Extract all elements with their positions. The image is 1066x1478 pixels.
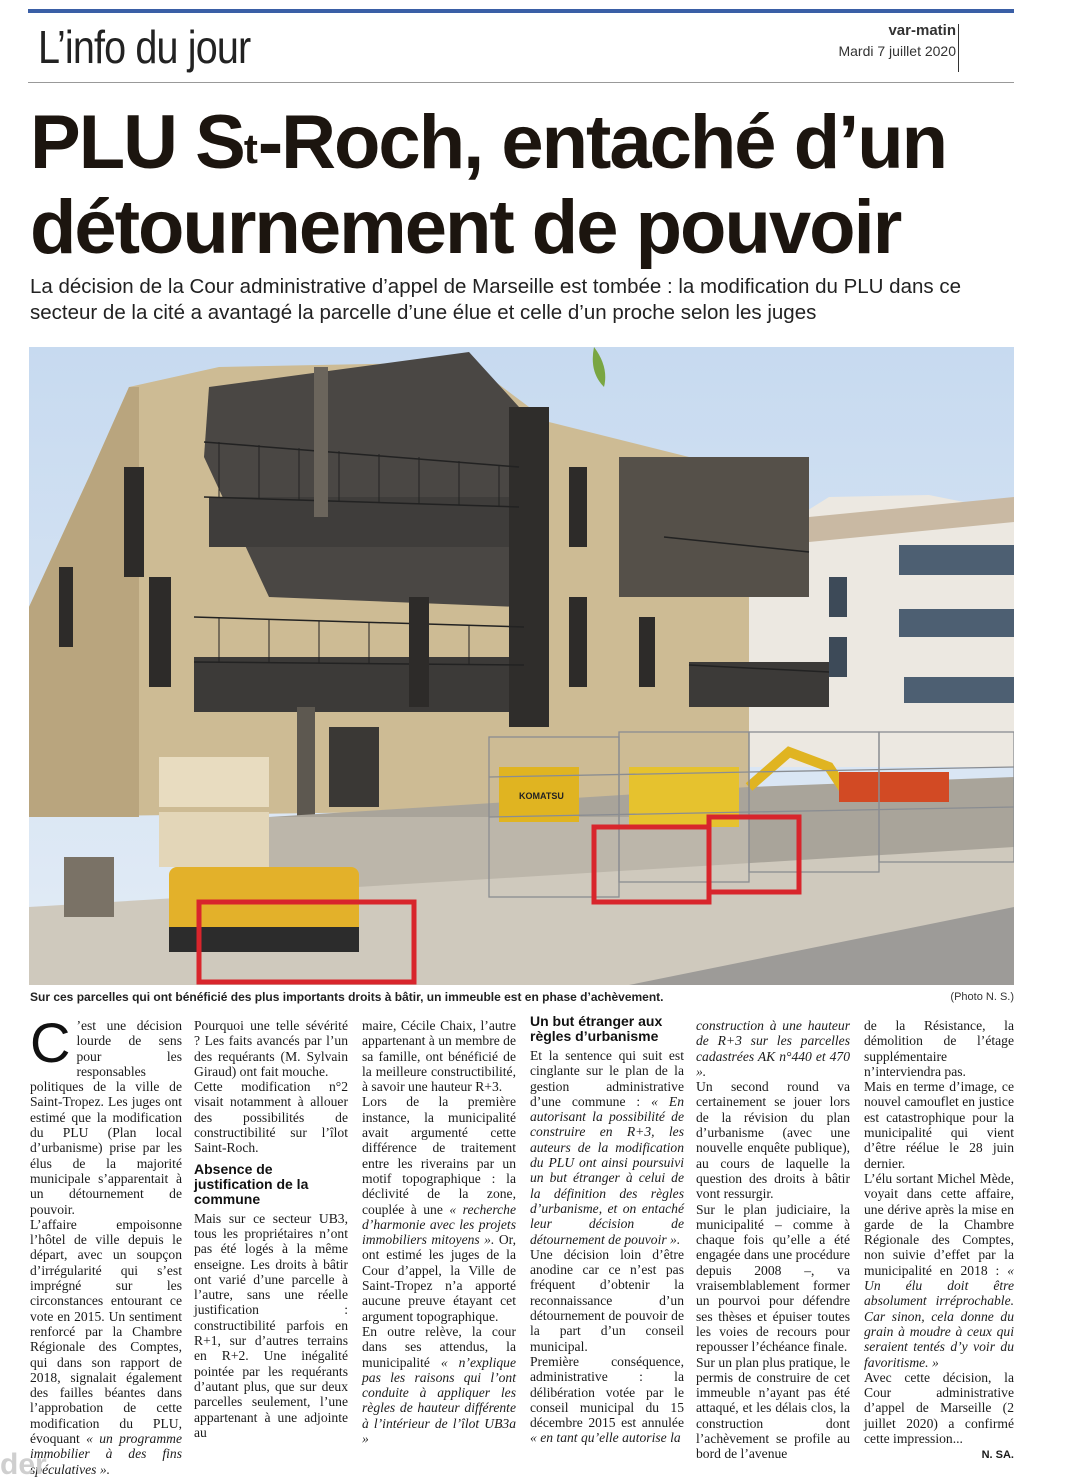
paragraph [530, 1354, 684, 1446]
paragraph [30, 1217, 182, 1477]
paragraph [30, 1011, 182, 1217]
paragraph-text: Or, ont estimé les juges de la Cour d’appel, la Ville de Saint-Tropez n’a apporté aucune preuve étayant cet argument topographique. [362, 1232, 517, 1324]
paragraph [864, 1171, 1014, 1370]
paragraph: Une décision loin d’être anodine car ce n’est pas fréquent d’obtenir la reconnaissance d’un détournement de pouvoir de la part d’un conseil municipal. [530, 1246, 684, 1354]
paragraph: Sur le plan judiciaire, la municipalité – comme à chaque fois qu’elle a été engagée dans une procédure depuis 2008 –, va vraisemblablement former un pourvoi pour défendre ses thèses et épuiser toutes les voies de recours pour repousser l’échéance finale. [696, 1201, 850, 1355]
paragraph: Un second round va certainement se jouer lors de la révision du plan d’urbanisme (avec une nouvelle enquête publique), au cours de laquelle la question des droits à bâtir vont ressurgir. [696, 1079, 850, 1202]
paragraph: maire, Cécile Chaix, l’autre appartenant à un membre de sa famille, ont bénéficié de la meilleure constructibilité, à savoir une hauteur R+3. [362, 1018, 516, 1095]
drop-cap: C [30, 1011, 71, 1074]
paragraph-text: ’est une décision lourde de sens pour les responsables politiques de la ville de Saint-Tropez. Les juges ont estimé que la modification du PLU (Plan local d’urbanisme) prise par les élus de la majorité municipale s’apparentait à un détournement de pouvoir. [30, 1018, 182, 1217]
paragraph-text: Lors de la première instance, la municipalité avait argumenté cette différence de traitement entre les riverains par un motif topographique : la déclivité de la zone, couplée à une [362, 1094, 516, 1217]
photo-caption: Sur ces parcelles qui ont bénéficié des plus importants droits à bâtir, un immeuble est en phase d’achèvement. [30, 990, 664, 1004]
quote-text: « En autorisant la possibilité de construire en R+3, les auteurs de la modification du PLU ont ainsi poursuivi un but étranger à celui de la définition des règles d’urbanisme, et on entaché leur décision de détournement de pouvoir ». [530, 1093, 684, 1247]
paragraph: Cette modification n°2 visait notamment à allouer des possibilités de constructibilité sur l’îlot Saint-Roch. [194, 1079, 348, 1156]
paragraph-text: L’élu sortant Michel Mède, voyait dans cette affaire, une dérive après la mise en garde de la Chambre Régionale des Comptes, non suivie d’effet par la municipalité en 2018 : [864, 1170, 1014, 1278]
article-column-1 [30, 1011, 182, 1477]
paragraph-text: Et la sentence qui suit est cinglante sur le plan de la gestion administrative d’une commune : [530, 1048, 684, 1109]
quote-text: « un programme immobilier à des fins spéculatives ». [30, 1431, 182, 1477]
issue-date: Mardi 7 juillet 2020 [838, 43, 956, 59]
paragraph: de la Résistance, la démolition de l’étage supplémentaire n’interviendra pas. [864, 1018, 1014, 1079]
headline-part1: PLU S [30, 100, 244, 185]
quote-text: construction à une hauteur de R+3 sur les parcelles cadastrées AK n°440 et 470 ». [696, 1018, 850, 1079]
article-column-2 [194, 1018, 348, 1440]
paragraph [362, 1324, 516, 1446]
article-column-5 [696, 1018, 850, 1462]
author-signature: N. SA. [981, 1449, 1014, 1462]
quote-text: « Un élu doit être absolument irréprochable. Car sinon, cela donne du grain à moudre à ceux qui seraient tentés d’y voir du favoritisme. » [864, 1262, 1014, 1370]
paragraph: Mais en terme d’image, ce nouvel camouflet en justice est catastrophique pour la municipalité qui vient d’être réélue le 28 juin dernier. [864, 1079, 1014, 1171]
paragraph: Mais sur ce secteur UB3, tous les propriétaires n’ont pas été logés à la même enseigne. Les droits à bâtir ont varié d’une parcelle à l’autre, sans une réelle justification : constructibilité parfois en R+1, sur d’autres terrains en R+2. Une inégalité pointée par les requérants d’autant plus, que sur deux parcelles seulement, l’une appartenant à une adjointe au [194, 1210, 348, 1440]
watermark: der [0, 1448, 47, 1478]
paragraph-text: Première conséquence, administrative : la délibération votée par le conseil municipal du 15 décembre 2015 est annulée [530, 1353, 684, 1431]
machine-label: KOMATSU [519, 791, 564, 801]
quote-text: « recherche d’harmonie avec les projets immobiliers mitoyens ». [362, 1201, 516, 1248]
subheading: Un but étranger aux règles d’urbanisme [530, 1013, 663, 1044]
construction-photo [29, 347, 1014, 985]
paragraph: Pourquoi une telle sévérité ? Les faits avancés par l’un des requérants (M. Sylvain Giraud) ont fait mouche. [194, 1018, 348, 1079]
paragraph [530, 1048, 684, 1247]
top-rule [28, 9, 1014, 13]
header-rule [28, 82, 1014, 83]
standfirst: La décision de la Cour administrative d’appel de Marseille est tombée : la modification du PLU dans ce secteur de la cité a avantagé la parcelle d’une élue et celle d’un proche selon les juges [30, 275, 961, 324]
masthead [838, 22, 956, 59]
headline-line2: détournement de pouvoir [30, 185, 901, 270]
subheading: Absence de justification de la commune [194, 1160, 309, 1207]
article-column-3 [362, 1018, 516, 1446]
headline-superscript: t [243, 125, 258, 172]
paragraph-text: L’affaire empoisonne l’hôtel de ville depuis le départ, avec un soupçon d’irrégularité qui s’est imprégné sur les circonstances entourant ce vote en 2015. Un sentiment renforcé par la Chambre Régionale des Comptes, qui dans son rapport de 2018, signalait également des failles béantes dans l’approbation de cette modification du PLU, évoquant [30, 1216, 182, 1447]
masthead-divider [958, 24, 959, 72]
quote-text: « en tant qu’elle autorise la [530, 1430, 681, 1446]
paragraph [696, 1018, 850, 1079]
section-rubric: L’info du jour [38, 21, 251, 73]
paragraph: Sur un plan plus pratique, le permis de construire de cet immeuble n’ayant pas été attaqué, et les délais clos, la construction dont l’achèvement se profile au bord de l’avenue [696, 1354, 850, 1462]
photo-credit: (Photo N. S.) [950, 991, 1014, 1003]
paragraph: Avec cette décision, la Cour administrative d’appel de Marseille (2 juillet 2020) a confirmé cette impression... [864, 1369, 1014, 1447]
article-column-4 [530, 1014, 684, 1446]
article-column-6 [864, 1018, 1014, 1464]
quote-text: « n’explique pas les raisons qui l’ont conduite à appliquer les règles de hauteur différente à l’intérieur de l’îlot UB3a » [362, 1354, 516, 1447]
paragraph [362, 1094, 516, 1323]
construction-photo-drawing [29, 347, 1014, 985]
newspaper-name: var-matin [888, 22, 956, 39]
paragraph-text: En outre relève, la cour dans ses attendus, la municipalité [362, 1323, 516, 1370]
headline-part2: -Roch, entaché d’un [257, 100, 947, 185]
headline [30, 100, 1020, 270]
